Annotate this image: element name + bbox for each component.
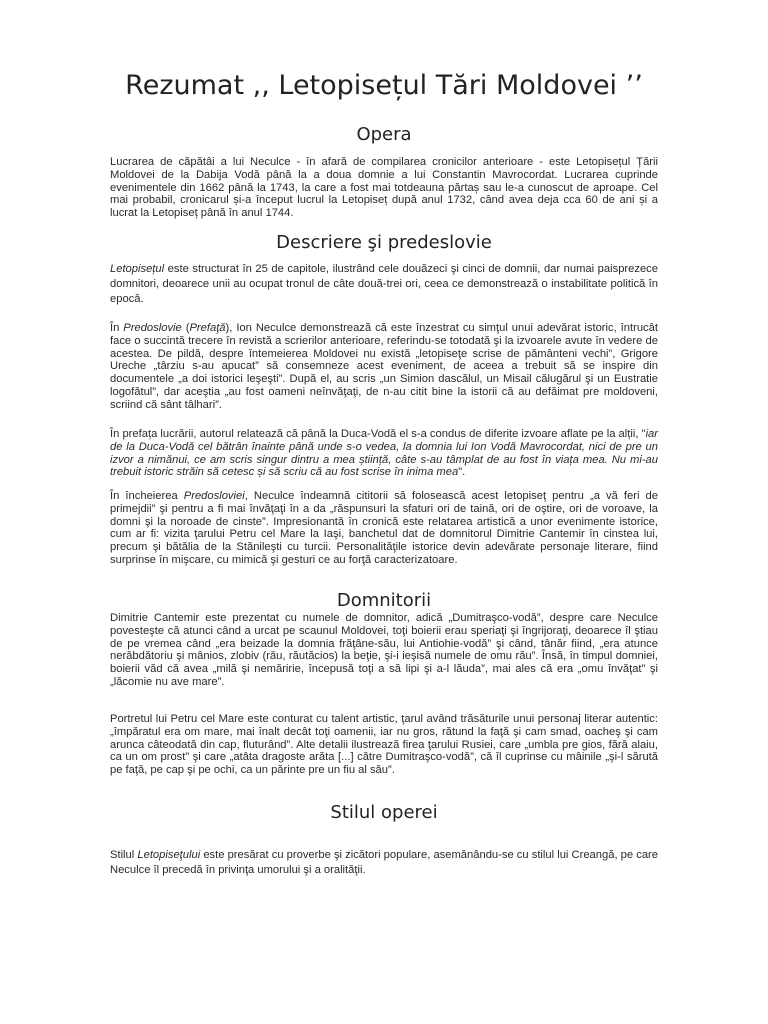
descriere-p4-b: , Neculce îndeamnă cititorii să folosească acest letopiseţ pentru „a vă feri de primejdii” şi pentru a fi mai învăţaţi în a da „răspunsuri la sfaturi ori de taină, ori de oştire, ori de voroave, la domni şi la noroade de cinste”. Impresionantă în cronică este relatarea artistică a unor evenimente istorice, cum ar fi: vizita ţarului Petru cel Mare la Iaşi, banchetul dat de domnitorul Dimitrie Cantemir în cinstea lui, precum şi bătălia de la Stănileşti cu turcii. Personalităţile istorice devin adevărate personaje literare, fiind surprinse în mişcare, cu mimică şi gesturi ce au forţă caracterizatoare. <box>110 490 658 566</box>
descriere-p1-italic: Letopisețul <box>110 263 165 275</box>
domnitorii-paragraph-2: Portretul lui Petru cel Mare este conturat cu talent artistic, ţarul având trăsăturile unui personaj literar autentic: „împăratul era om mare, mai înalt decât toţi oamenii, iar nu gros, rătund la faţă şi cam smad, oacheş şi cam arunca câteodată din cap, fluturând”. Alte detalii ilustrează firea ţarului Rusiei, care „umbla pre gios, fără alaiu, ca un om prost” şi care „atâta dragoste arăta [...] către Dumitraşco-vodă”, că îl cuprinse cu mâinile „şi-l sărută pe faţă, pe cap şi pe ochi, ca un părinte pre un fiu al său”. <box>110 713 658 777</box>
descriere-paragraph-3 <box>110 428 658 479</box>
stilul-p1-a: Stilul <box>110 849 138 861</box>
descriere-p4-italic: Predosloviei <box>183 490 245 502</box>
section-heading-descriere: Descriere şi predeslovie <box>276 232 492 253</box>
section-heading-opera: Opera <box>356 124 412 145</box>
descriere-p1-text: este structurat în 25 de capitole, ilustrând cele douăzeci şi cinci de domnii, dar numai paisprezece domnitori, deoarece unii au ocupat tronul de câte două-trei ori, ceea ce demonstrează o instabilitate politică în epocă. <box>110 263 658 305</box>
descriere-p3-a: În prefața lucrării, autorul relatează că până la Duca-Vodă el s-a condus de diferite izvoare aflate pe la alții, " <box>110 428 646 440</box>
opera-paragraph: Lucrarea de căpătâi a lui Neculce - în afară de compilarea cronicilor anterioare - este Letopisețul Țării Moldovei de la Dabija Vodă până la a doua domnie a lui Constantin Mavrocordat. Lucrarea cuprinde evenimentele din 1662 până la 1743, la care a fost mai totdeauna părtaș sau le-a cunoscut de aproape. Cel mai probabil, cronicarul și-a început lucrul la Letopiseț după anul 1732, când avea deja cca 60 de ani și a lucrat la Letopiseț până în anul 1744. <box>110 156 658 220</box>
descriere-paragraph-2 <box>110 322 658 412</box>
stilul-paragraph <box>110 848 658 878</box>
descriere-paragraph-1 <box>110 262 658 307</box>
descriere-p2-c: ), Ion Neculce demonstrează că este înzestrat cu simţul unui adevărat istoric, întrucât face o succintă trecere în revistă a scrierilor anterioare, referindu-se totodată şi la izvoarele avute în vedere de acestea. De pildă, despre întemeierea Moldovei nu există „letopiseţe scrise de pământeni vechi”, Grigore Ureche „târziu s-au apucat” să consemneze acest eveniment, de aceea a trebuit să se inspire din documentele „a doi istorici leşeşti”. După el, au scris „un Simion dascălul, un Misail călugărul şi un Eustratie logofătul”, dar aceştia „au fost oameni neînvăţaţi, de n-au citit bine la istorii că au defăimat pre moldoveni, scriind că sânt tâlhari”. <box>110 322 658 411</box>
section-heading-domnitorii: Domnitorii <box>336 590 432 611</box>
descriere-p2-b: ( <box>181 322 190 334</box>
descriere-p3-italic: iar de la Duca-Vodă cel bătrân înainte până unde s-o vedea, la domnia lui Ion Vodă Mavrocordat, nici de pre un izvor a nimănui, ce am scris singur dintru a mea știință, câte s-au tâmplat de au fost în viața mea. Nu mi-au trebuit istoric străin să cetesc și să scriu că au fost scrise în inima mea <box>110 428 658 479</box>
domnitorii-paragraph-1: Dimitrie Cantemir este prezentat cu numele de domnitor, adică „Dumitraşco-vodă”, despre care Neculce povesteşte că atunci când a urcat pe scaunul Moldovei, toţi boierii erau speriaţi şi îngrijoraţi, deoarece îl ştiau de pe vremea când „era beizade la domnia frăţâne-său, lui Antiohie-vodă” şi când, tânăr fiind, „era atunce nerăbdătoriu şi mânios, zlobiv (rău, răutăcios) la beţie, şi-i ieşisă numele de omu rău”. Însă, în timpul domniei, boierii văd că avea „milă şi nemăririe, începusă toţi a să lipi şi a-l lăuda”, mai ales că era „omu învăţat” şi „lăcomie nu ave mare”. <box>110 612 658 688</box>
stilul-p1-b: este presărat cu proverbe şi zicători populare, asemănându-se cu stilul lui Creangă, pe care Neculce îl precedă în privinţa umorului şi a oralităţii. <box>110 849 658 876</box>
descriere-p2-a: În <box>110 322 124 334</box>
descriere-p4-a: În încheierea <box>110 490 184 502</box>
descriere-p3-b: ". <box>458 466 466 479</box>
stilul-p1-italic: Letopiseţului <box>137 849 201 861</box>
descriere-paragraph-4 <box>110 490 658 567</box>
document-title: Rezumat ,, Letopisețul Tări Moldovei ’’ <box>125 70 643 101</box>
descriere-p2-italic-2: Prefaţă <box>189 322 226 334</box>
descriere-p2-italic-1: Predoslovie <box>123 322 182 334</box>
section-heading-stilul: Stilul operei <box>330 802 438 823</box>
